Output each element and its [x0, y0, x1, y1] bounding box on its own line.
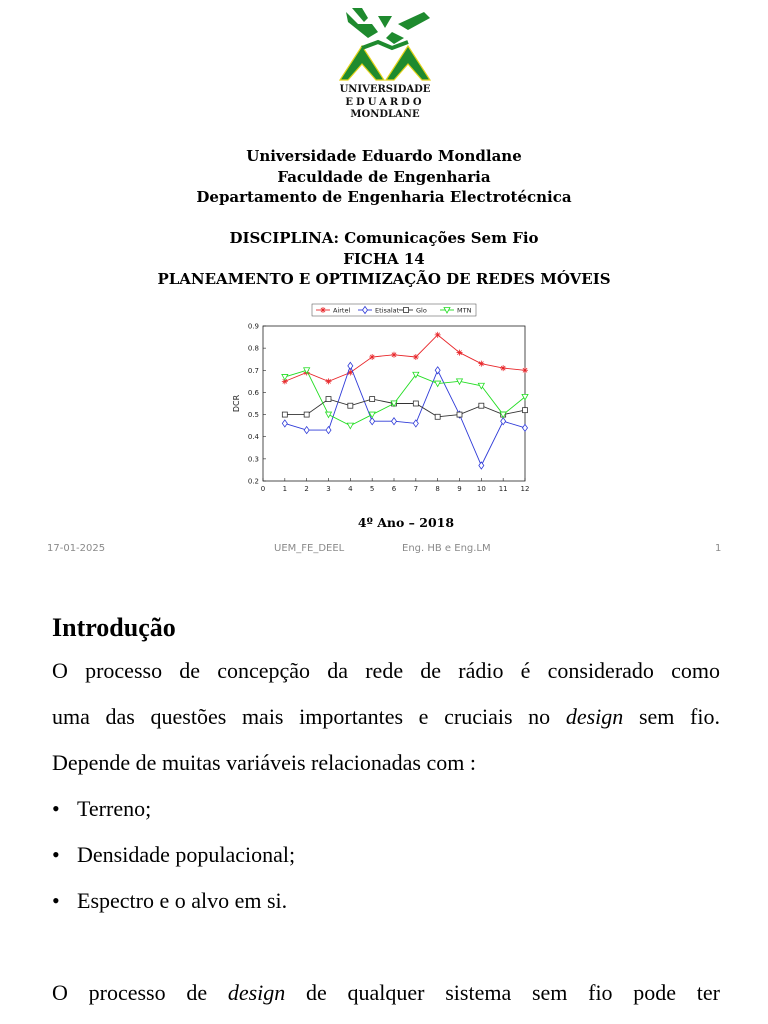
y-tick-label: 0.9 [247, 322, 259, 331]
data-point [348, 403, 353, 408]
x-tick-label: 12 [520, 485, 530, 493]
data-point [435, 414, 440, 419]
paragraph-line [52, 970, 720, 1016]
text-run: O processo de [52, 980, 228, 1005]
y-tick-label: 0.2 [247, 477, 259, 486]
logo-text-line3: MONDLANE [350, 109, 420, 120]
legend-label: Airtel [333, 306, 351, 315]
faculty-name: Faculdade de Engenharia [277, 168, 491, 186]
data-point [479, 403, 484, 408]
ficha-number: FICHA 14 [343, 250, 425, 268]
data-point [413, 401, 418, 406]
x-tick-label: 8 [435, 485, 440, 493]
footer-date: 17-01-2025 [47, 543, 106, 554]
chart-legend [312, 304, 476, 316]
x-tick-label: 11 [498, 485, 508, 493]
legend-label: Etisalat [375, 306, 400, 315]
section-title: Introdução [52, 613, 176, 642]
legend-label: MTN [457, 306, 472, 315]
emphasis-text: design [227, 980, 286, 1005]
x-tick-label: 1 [282, 485, 288, 493]
legend-label: Glo [416, 306, 427, 315]
text-run: sem fio. [623, 704, 720, 729]
bullet-list [52, 786, 720, 924]
text-run: uma das questões mais importantes e cruciais no [52, 704, 566, 729]
paragraph-line: Depende de muitas variáveis relacionadas com : [52, 750, 476, 775]
y-axis-label: DCR [232, 394, 241, 413]
y-tick-label: 0.8 [247, 344, 259, 353]
data-point [404, 308, 409, 313]
x-tick-label: 2 [304, 485, 309, 493]
data-point [457, 412, 462, 417]
topic-title: PLANEAMENTO E OPTIMIZAÇÃO DE REDES MÓVEIS [157, 270, 611, 288]
data-point [304, 412, 309, 417]
data-point [282, 412, 287, 417]
spacer [52, 924, 720, 970]
x-tick-label: 9 [457, 485, 462, 493]
x-tick-label: 6 [391, 485, 397, 493]
footer-code: UEM_FE_DEEL [274, 543, 345, 554]
introduction-section [52, 608, 720, 1016]
discipline-title: DISCIPLINA: Comunicações Sem Fio [229, 229, 539, 247]
x-tick-label: 5 [369, 485, 375, 493]
x-tick-label: 3 [326, 485, 331, 493]
data-point [326, 397, 331, 402]
dcr-line-chart [228, 301, 538, 501]
x-tick-label: 0 [260, 485, 266, 493]
logo-text-line1: UNIVERSIDADE [339, 84, 431, 95]
data-point [522, 367, 528, 373]
year-label: 4º Ano – 2018 [357, 515, 455, 530]
list-item: • Espectro e o alvo em si. [52, 878, 720, 924]
text-run: de qualquer sistema sem fio pode ter [285, 980, 720, 1005]
y-tick-label: 0.3 [247, 455, 259, 464]
footer-authors: Eng. HB e Eng.LM [402, 543, 491, 554]
logo-wordmark [318, 84, 452, 122]
list-item: • Terreno; [52, 786, 720, 832]
paragraph-line: O processo de concepção da rede de rádio é considerado como [52, 658, 720, 683]
y-tick-label: 0.6 [247, 388, 259, 397]
y-tick-label: 0.5 [247, 411, 259, 420]
department-name: Departamento de Engenharia Electrotécnica [196, 188, 572, 206]
y-tick-label: 0.4 [247, 433, 259, 442]
y-tick-label: 0.7 [247, 366, 259, 375]
x-tick-label: 10 [476, 485, 486, 493]
university-name: Universidade Eduardo Mondlane [246, 147, 522, 165]
x-tick-label: 7 [413, 485, 419, 493]
data-point [370, 397, 375, 402]
footer-page-number: 1 [715, 543, 722, 554]
list-item: • Densidade populacional; [52, 832, 720, 878]
logo-text-line2: EDUARDO [345, 96, 425, 108]
paragraph-line [52, 694, 720, 740]
emphasis-text: design [565, 704, 624, 729]
x-tick-label: 4 [348, 485, 353, 493]
logo-emblem [340, 8, 430, 80]
data-point [523, 408, 528, 413]
